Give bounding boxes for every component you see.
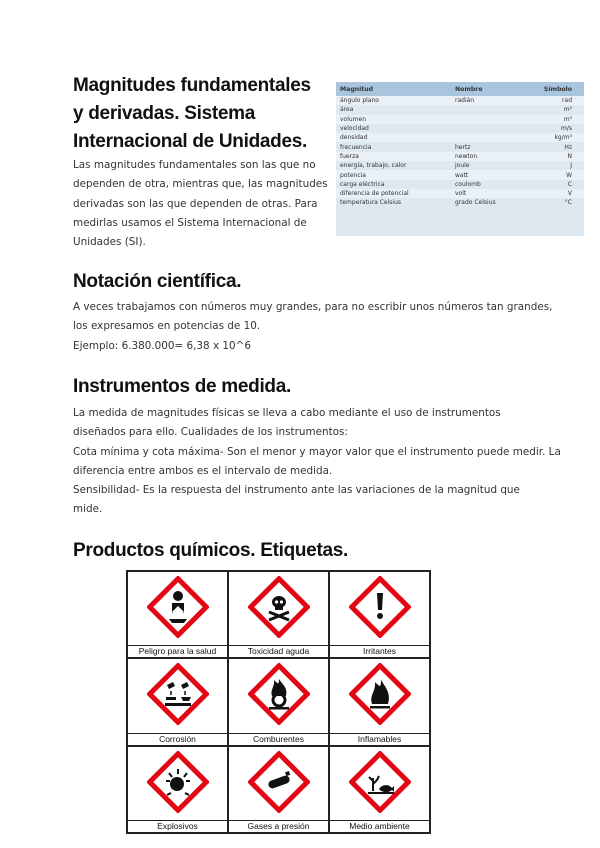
units-table-row [336,105,584,114]
section-title-productos: Productos químicos. Etiquetas. [73,540,348,561]
cell-nombre: watt [455,171,469,179]
text-line: diseñados para ello. Cualidades de los instrumentos: [73,426,348,439]
units-table-row [336,189,584,198]
cell-magnitud: temperatura Celsius [340,199,402,207]
pictogram-cell [329,746,430,833]
section-title-notacion: Notación científica. [73,271,242,292]
header-nombre: Nombre [455,85,483,93]
text-line: los expresamos en potencias de 10. [73,320,261,333]
text-line: Cota mínima y cota máxima- Son el menor y mayor valor que el instrumento puede medir. La [73,445,561,458]
text-line: Unidades (SI). [73,236,146,249]
pictogram-cell [228,746,329,833]
skull-crossbones-icon [248,576,310,638]
cell-magnitud: fuerza [340,152,359,160]
pictogram-cell [329,658,430,745]
pictogram-label: Medio ambiente [330,820,429,832]
cell-nombre: joule [455,162,470,170]
cell-simbolo: V [567,190,572,198]
units-table-row [336,170,584,179]
corrosion-icon [147,663,209,725]
health-hazard-icon [147,576,209,638]
environment-icon [349,751,411,813]
cell-simbolo: m² [563,106,572,114]
cell-simbolo: rad [562,97,572,105]
units-table-body [336,96,584,208]
exclamation-icon [349,576,411,638]
cell-nombre: newton [455,152,478,160]
header-magnitud: Magnitud [340,85,374,93]
cell-magnitud: área [340,106,354,114]
text-line: diferencia entre ambos es el intervalo de medida. [73,464,333,477]
cell-magnitud: frecuencia [340,143,372,151]
units-table-row [336,161,584,170]
cell-simbolo: m³ [563,115,572,123]
pictogram-label: Toxicidad aguda [229,645,328,657]
text-line: La medida de magnitudes físicas se lleva a cabo mediante el uso de instrumentos [73,407,501,419]
text-line: Sensibilidad- Es la respuesta del instrumento ante las variaciones de la magnitud que [73,484,520,497]
pictogram-label: Comburentes [229,733,328,745]
units-table-row [336,142,584,151]
cell-simbolo: N [567,152,572,160]
pictogram-cell [329,571,430,658]
cell-magnitud: carga eléctrica [340,180,385,188]
cell-nombre: grado Celsius [455,199,496,207]
cell-nombre: hertz [455,143,471,151]
text-line: mide. [73,503,103,516]
units-table [336,82,584,236]
pictogram-cell [228,658,329,745]
cell-simbolo: J [570,162,572,170]
text-line: Las magnitudes fundamentales son las que no [73,159,316,171]
cell-simbolo: °C [564,199,572,207]
cell-magnitud: densidad [340,134,368,142]
flame-icon [349,663,411,725]
units-table-row [336,198,584,207]
pictogram-label: Irritantes [330,645,429,657]
cell-simbolo: kg/m³ [554,134,572,142]
hazard-pictogram-grid [126,570,431,834]
paragraph-instrumentos [73,404,561,520]
pictogram-label: Peligro para la salud [128,645,227,657]
pictogram-cell [228,571,329,658]
exploding-bomb-icon [147,751,209,813]
paragraph-notacion [73,298,553,356]
gas-cylinder-icon [248,751,310,813]
text-line: A veces trabajamos con números muy grandes, para no escribir unos números tan grandes, [73,301,553,313]
units-table-row [336,96,584,105]
units-table-row [336,133,584,142]
section-title-magnitudes: Magnitudes fundamentales y derivadas. Sistema Internacional de Unidades. [73,75,311,152]
text-line: derivadas son las que dependen de otras. Para [73,197,318,210]
text-line: medirlas usamos el Sistema Internacional de [73,216,307,229]
units-table-header [336,82,584,96]
pictogram-label: Corrosión [128,733,227,745]
units-table-row [336,115,584,124]
units-table-row [336,124,584,133]
header-simbolo: Símbolo [543,85,572,93]
cell-simbolo: W [566,171,572,179]
units-table-row [336,152,584,161]
pictogram-cell [127,746,228,833]
cell-simbolo: Hz [564,143,572,151]
text-line: dependen de otra, mientras que, las magnitudes [73,178,328,191]
cell-simbolo: m/s [561,125,572,133]
cell-magnitud: energía, trabajo, calor [340,162,407,170]
section-title-instrumentos: Instrumentos de medida. [73,376,291,397]
cell-magnitud: volumen [340,115,367,123]
units-table-row [336,180,584,189]
cell-magnitud: velocidad [340,125,369,133]
pictogram-cell [127,658,228,745]
cell-magnitud: potencia [340,171,366,179]
cell-magnitud: ángulo plano [340,97,379,105]
cell-nombre: coulomb [455,180,481,188]
paragraph-magnitudes [73,156,328,252]
cell-magnitud: diferencia de potencial [340,190,409,198]
pictogram-cell [127,571,228,658]
text-line: Ejemplo: 6.380.000= 6,38 x 10^6 [73,339,251,352]
pictogram-label: Inflamables [330,733,429,745]
cell-nombre: volt [455,190,467,198]
pictogram-label: Explosivos [128,820,227,832]
flame-over-circle-icon [248,663,310,725]
cell-nombre: radián [455,97,475,105]
pictogram-label: Gases a presión [229,820,328,832]
cell-simbolo: C [567,180,572,188]
